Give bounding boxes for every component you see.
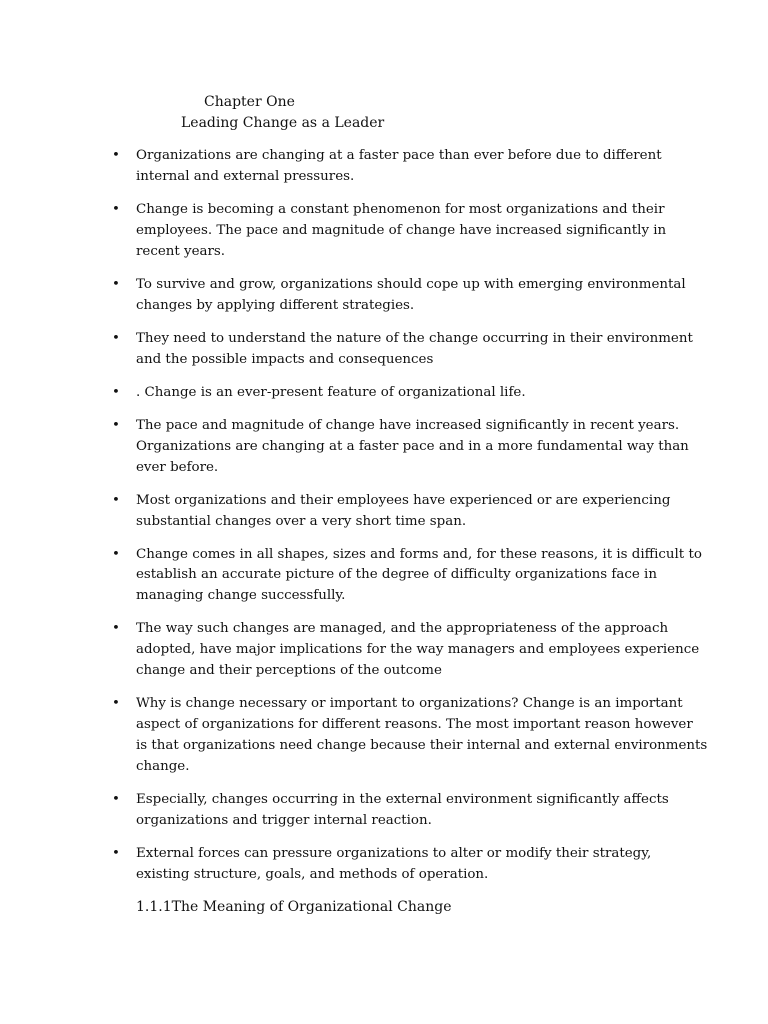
bullet-item: [0, 416, 768, 478]
bullet-item: [0, 694, 768, 777]
bullet-text: Especially, changes occurring in the external environment significantly affects organizations and trigger internal reaction.: [136, 791, 669, 828]
bullet-icon: •: [112, 492, 120, 508]
bullet-item: [0, 200, 768, 262]
chapter-title: Chapter One: [204, 94, 295, 110]
bullet-icon: •: [112, 330, 120, 346]
bullet-text: The way such changes are managed, and the appropriateness of the approach adopted, have major implications for the way managers and employees experience change and their perceptions of the outcome: [136, 621, 700, 679]
bullet-text: External forces can pressure organizations to alter or modify their strategy, existing structure, goals, and methods of operation.: [136, 845, 652, 882]
bullet-item: [0, 619, 768, 681]
section-heading: 1.1.1The Meaning of Organizational Change: [136, 899, 452, 915]
bullet-text: Organizations are changing at a faster pace than ever before due to different internal and external pressures.: [136, 148, 662, 184]
bullet-icon: •: [112, 621, 120, 637]
bullet-text: They need to understand the nature of the change occurring in their environment and the possible impacts and consequences: [136, 330, 693, 367]
chapter-subtitle: Leading Change as a Leader: [181, 115, 385, 131]
bullet-item: [0, 844, 768, 886]
bullet-text: The pace and magnitude of change have increased significantly in recent years. Organizations are changing at a faster pace and in a more fundamental way than ever before.: [136, 417, 689, 475]
bullet-text: To survive and grow, organizations should cope up with emerging environmental changes by applying different strategies.: [136, 276, 686, 313]
bullet-text: . Change is an ever-present feature of organizational life.: [136, 384, 526, 400]
bullet-text: Change comes in all shapes, sizes and forms and, for these reasons, it is difficult to establish an accurate picture of the degree of difficulty organizations face in managing change successfully.: [136, 546, 702, 604]
bullet-text: Why is change necessary or important to organizations? Change is an important aspect of organizations for different reasons. The most important reason however is that organizations need change because their internal and external environments change.: [136, 696, 708, 774]
bullet-icon: •: [112, 845, 120, 861]
bullet-text: Most organizations and their employees have experienced or are experiencing substantial changes over a very short time span.: [136, 492, 671, 529]
bullet-icon: •: [112, 696, 120, 712]
bullet-icon: •: [112, 148, 120, 163]
bullet-list: [0, 146, 768, 898]
bullet-item: [0, 383, 768, 404]
bullet-item: [0, 491, 768, 533]
bullet-icon: •: [112, 201, 120, 217]
bullet-text: Change is becoming a constant phenomenon for most organizations and their employees. The pace and magnitude of change have increased significantly in recent years.: [136, 201, 667, 259]
bullet-item: [0, 329, 768, 371]
bullet-icon: •: [112, 417, 120, 433]
bullet-icon: •: [112, 384, 120, 400]
bullet-item: [0, 146, 768, 188]
bullet-item: [0, 790, 768, 832]
bullet-icon: •: [112, 276, 120, 292]
bullet-item: [0, 545, 768, 607]
bullet-icon: •: [112, 791, 120, 807]
bullet-icon: •: [112, 546, 120, 562]
bullet-item: [0, 275, 768, 317]
